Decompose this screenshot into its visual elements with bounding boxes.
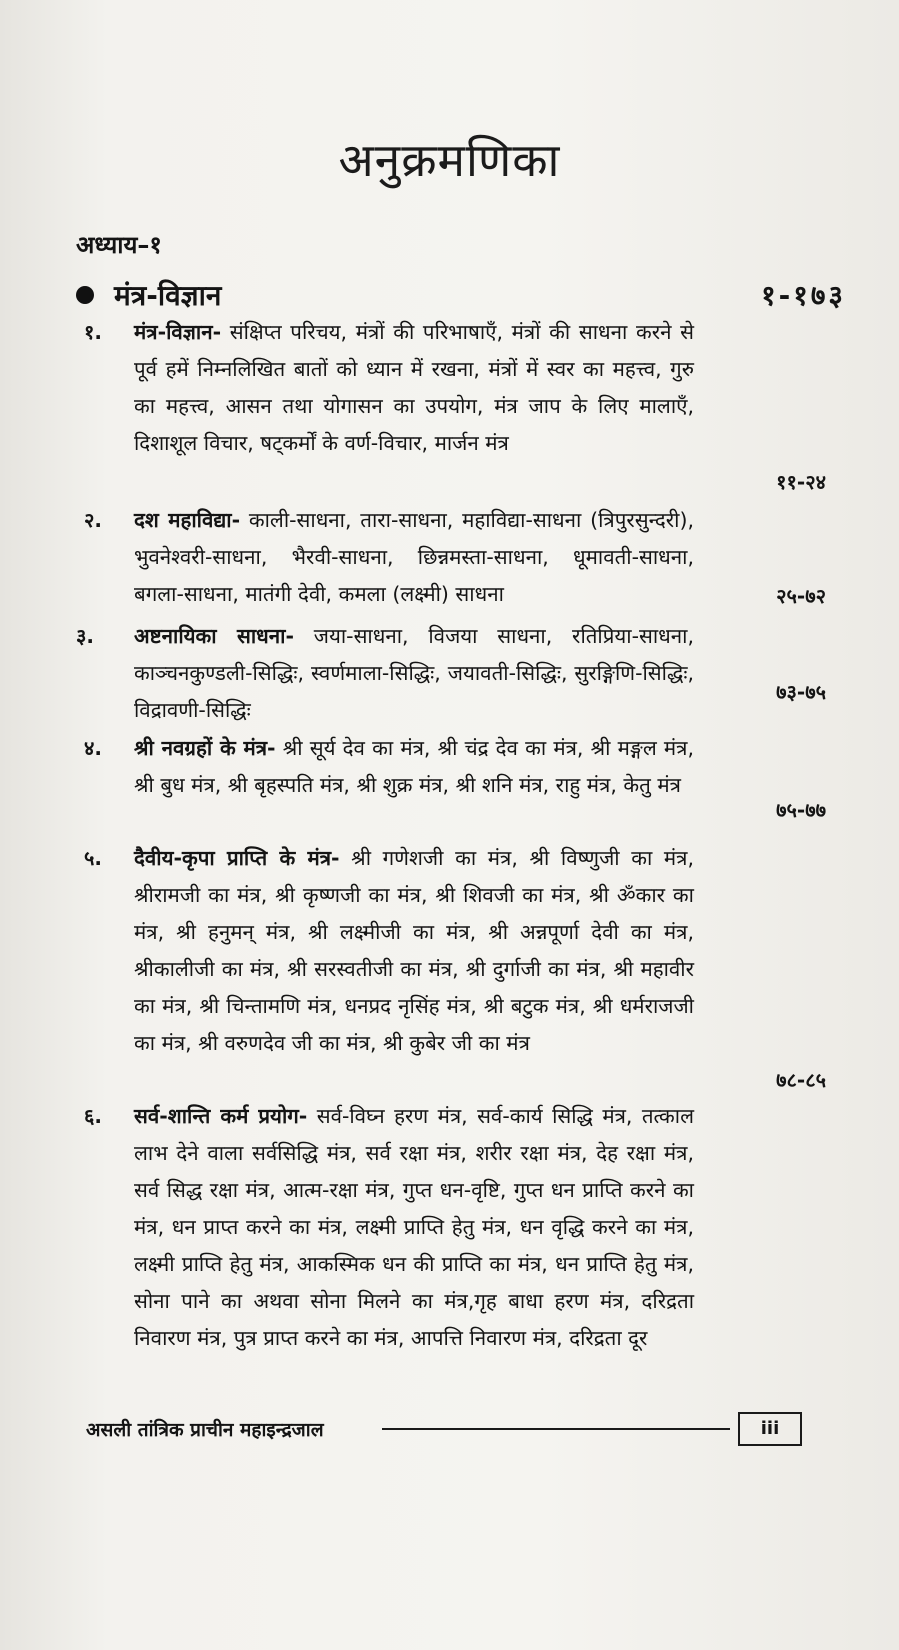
- section-pages: १-१७३: [761, 279, 846, 312]
- section-row: [76, 276, 846, 314]
- entry-number: १.: [84, 320, 102, 344]
- page-title: अनुक्रमणिका: [338, 133, 561, 187]
- entry-body: [134, 730, 694, 804]
- entry-pages: ७३-७५: [776, 680, 826, 704]
- entry-heading: दैवीय-कृपा प्राप्ति के मंत्र-: [134, 846, 340, 870]
- entry-text: जया-साधना, विजया साधना, रतिप्रिया-साधना, काञ्चनकुण्डली-सिद्धिः, स्वर्णमाला-सिद्धिः, जयावती-सिद्धिः, सुरङ्गिणि-सिद्धिः, विद्रावणी-सिद्धिः: [134, 624, 694, 722]
- bullet-icon: [76, 286, 94, 304]
- entry-text: सर्व-विघ्न हरण मंत्र, सर्व-कार्य सिद्धि मंत्र, तत्काल लाभ देने वाला सर्वसिद्धि मंत्र, सर्व रक्षा मंत्र, शरीर रक्षा मंत्र, देह रक्षा मंत्र, सर्व सिद्ध रक्षा मंत्र, आत्म-रक्षा मंत्र, गुप्त धन-वृष्टि, गुप्त धन प्राप्ति करने का मंत्र, धन प्राप्त करने का मंत्र, लक्ष्मी प्राप्ति हेतु मंत्र, धन वृद्धि करने का मंत्र, लक्ष्मी प्राप्ति हेतु मंत्र, आकस्मिक धन की प्राप्ति का मंत्र, धन प्राप्ति हेतु मंत्र, सोना पाने का अथवा सोना मिलने का मंत्र,गृह बाधा हरण मंत्र, दरिद्रता निवारण मंत्र, पुत्र प्राप्त करने का मंत्र, आपत्ति निवारण मंत्र, दरिद्रता दूर: [134, 1104, 695, 1350]
- entry-heading: दश महाविद्या-: [134, 508, 241, 532]
- entry-number: ५.: [84, 846, 102, 870]
- chapter-heading: अध्याय–१: [76, 231, 162, 259]
- entry-heading: मंत्र-विज्ञान-: [134, 320, 222, 344]
- section-title: मंत्र-विज्ञान: [114, 279, 222, 312]
- entry-body: [134, 502, 694, 613]
- section-left: [76, 276, 221, 314]
- footer-rule: [382, 1428, 730, 1430]
- entry-body: [134, 314, 694, 462]
- book-title: असली तांत्रिक प्राचीन महाइन्द्रजाल: [86, 1419, 324, 1441]
- page-footer: [86, 1412, 806, 1446]
- entry-pages: ११-२४: [776, 470, 826, 494]
- page-number: iii: [738, 1412, 802, 1446]
- entry-heading: सर्व-शान्ति कर्म प्रयोग-: [134, 1104, 308, 1128]
- entry-body: [134, 618, 694, 729]
- entry-body: [134, 1098, 694, 1357]
- entry-number: ४.: [84, 736, 102, 760]
- entry-number: २.: [84, 508, 102, 532]
- entry-number: ३.: [76, 624, 94, 648]
- entry-text: श्री गणेशजी का मंत्र, श्री विष्णुजी का मंत्र, श्रीरामजी का मंत्र, श्री कृष्णजी का मंत्र, श्री शिवजी का मंत्र, श्री ॐकार का मंत्र, श्री हनुमन् मंत्र, श्री लक्ष्मीजी का मंत्र, श्री अन्नपूर्णा देवी का मंत्र, श्रीकालीजी का मंत्र, श्री सरस्वतीजी का मंत्र, श्री दुर्गाजी का मंत्र, श्री महावीर का मंत्र, श्री चिन्तामणि मंत्र, धनप्रद नृसिंह मंत्र, श्री बटुक मंत्र, श्री धर्मराजजी का मंत्र, श्री वरुणदेव जी का मंत्र, श्री कुबेर जी का मंत्र: [134, 846, 694, 1055]
- entry-pages: ७५-७७: [776, 798, 826, 822]
- entry-heading: अष्टनायिका साधना-: [134, 624, 294, 648]
- entry-number: ६.: [84, 1104, 102, 1128]
- entry-text: संक्षिप्त परिचय, मंत्रों की परिभाषाएँ, मंत्रों की साधना करने से पूर्व हमें निम्नलिखित बातों को ध्यान में रखना, मंत्रों में स्वर का महत्त्व, गुरु का महत्त्व, आसन तथा योगासन का उपयोग, मंत्र जाप के लिए मालाएँ, दिशाशूल विचार, षट्कर्मों के वर्ण-विचार, मार्जन मंत्र: [134, 320, 694, 455]
- entry-text: काली-साधना, तारा-साधना, महाविद्या-साधना (त्रिपुरसुन्दरी), भुवनेश्वरी-साधना, भैरवी-साधना, छिन्नमस्ता-साधना, धूमावती-साधना, बगला-साधना, मातंगी देवी, कमला (लक्ष्मी) साधना: [134, 508, 695, 606]
- entry-pages: ७८-८५: [776, 1068, 826, 1092]
- entry-pages: २५-७२: [776, 584, 826, 608]
- entry-text: श्री सूर्य देव का मंत्र, श्री चंद्र देव का मंत्र, श्री मङ्गल मंत्र, श्री बुध मंत्र, श्री बृहस्पति मंत्र, श्री शुक्र मंत्र, श्री शनि मंत्र, राहु मंत्र, केतु मंत्र: [134, 736, 694, 797]
- entry-body: [134, 840, 694, 1062]
- entry-heading: श्री नवग्रहों के मंत्र-: [134, 736, 276, 760]
